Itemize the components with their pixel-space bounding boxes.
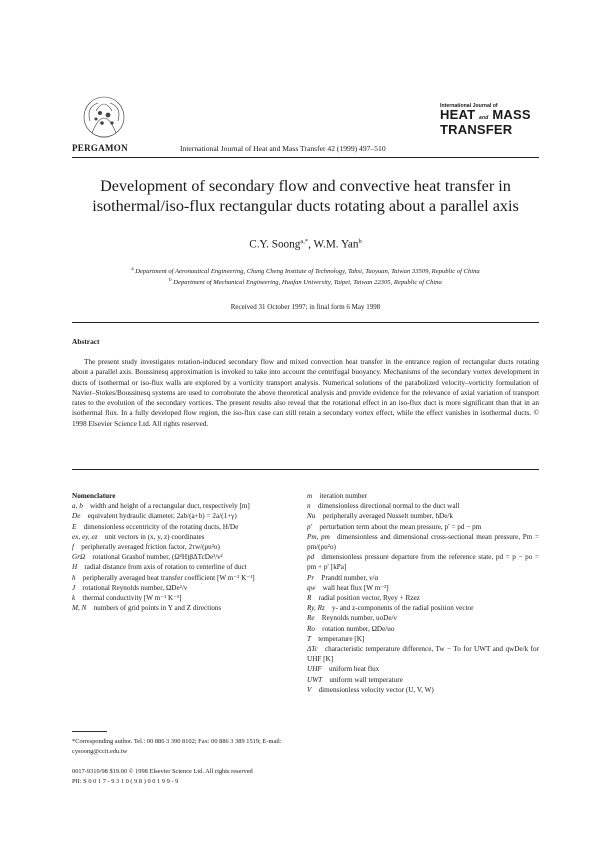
- nomenclature-heading: Nomenclature: [72, 492, 116, 500]
- nomenclature-entry: [307, 675, 539, 685]
- nomenclature-definition: uniform wall temperature: [329, 675, 403, 684]
- header-divider: [72, 157, 539, 158]
- nomenclature-entry: [72, 573, 292, 583]
- nomenclature-symbol: n: [307, 502, 311, 511]
- nomenclature-symbol: GrΩ: [72, 553, 86, 562]
- nomenclature-definition: temperature [K]: [318, 634, 365, 643]
- nomenclature-definition: Prandtl number, ν/α: [321, 573, 379, 582]
- nomenclature-symbol: UHF: [307, 665, 322, 674]
- nomenclature-symbol: T: [307, 634, 311, 643]
- received-dates: Received 31 October 1997; in final form 6 May 1998: [230, 303, 381, 311]
- nomenclature-entry: [72, 603, 292, 613]
- nomenclature-definition: wall heat flux [W m⁻²]: [322, 583, 389, 592]
- nomenclature-symbol: V: [307, 685, 312, 694]
- nomenclature-entry: [307, 583, 539, 593]
- nomenclature-entry: [72, 511, 292, 521]
- nomenclature-definition: numbers of grid points in Y and Z directions: [93, 604, 222, 613]
- nomenclature-definition: dimensionless and dimensional cross-sectional mean pressure, Pm = pm/(ρu²o): [307, 532, 539, 552]
- nomenclature-definition: peripherally averaged Nusselt number, hDe/k: [322, 512, 454, 521]
- nomenclature-entry: [72, 522, 292, 532]
- publisher-name: PERGAMON: [72, 143, 128, 153]
- nomenclature-definition: characteristic temperature difference, Tw − To for UWT and qwDe/k for UHF [K]: [307, 645, 539, 664]
- nomenclature-definition: uniform heat flux: [328, 665, 380, 674]
- nomenclature-right-column: [307, 491, 539, 695]
- nomenclature-symbol: Nu: [307, 512, 316, 521]
- nomenclature-definition: width and height of a rectangular duct, respectively [m]: [89, 502, 250, 511]
- journal-logo-line3: TRANSFER: [440, 122, 513, 137]
- nomenclature-entry: [72, 542, 292, 552]
- nomenclature-symbol: pd: [307, 553, 315, 562]
- nomenclature-symbol: qw: [307, 583, 316, 592]
- nomenclature-definition: dimensionless pressure departure from the reference state, pd = p − po = pm + p′ [kPa]: [307, 553, 539, 572]
- nomenclature-entry: [307, 634, 539, 644]
- abstract-bottom-divider: [72, 469, 539, 470]
- nomenclature-entry: [72, 501, 292, 511]
- nomenclature-definition: dimensionless velocity vector (U, V, W): [318, 685, 434, 694]
- nomenclature-symbol: Pr: [307, 573, 315, 582]
- nomenclature-entry: [307, 613, 539, 623]
- nomenclature-entry: [72, 562, 292, 572]
- nomenclature-definition: y- and z-components of the radial position vector: [332, 604, 474, 613]
- nomenclature-definition: rotation number, ΩDe/uo: [322, 624, 395, 633]
- paper-title: Development of secondary flow and convective heat transfer in isothermal/iso-flux rectangular ducts rotating about a parallel axis: [92, 177, 519, 215]
- nomenclature-definition: peripherally averaged friction factor, 2τw/(ρu²o): [81, 543, 220, 552]
- journal-logo-line1: International Journal of: [440, 103, 498, 109]
- nomenclature-symbol: a, b: [72, 502, 83, 511]
- nomenclature-symbol: UWT: [307, 675, 323, 684]
- affiliations: [88, 265, 523, 287]
- affiliation-a: $^a$ Department of Aeronautical Engineering, Chung Cheng Institute of Technology, Tahsi, Taoyuan, Taiwan 33509, Republic of China: [131, 267, 480, 276]
- nomenclature-symbol: E: [72, 522, 77, 531]
- abstract-body: The present study investigates rotation-induced secondary flow and mixed convection heat transfer in the entrance region of rectangular ducts rotating about a parallel axis. Boussinesq approximation is invoked to take into account the centrifugal buoyancy. Mechanisms of the secondary vortex development in ducts of isothermal or iso-flux walls are explored by a vorticity transport analysis. Numerical solutions of the parabolized velocity–vorticity formulation of Navier–Stokes/Boussinesq systems are used to corroborate the above theoretical analysis and provide evidence for the relevance of axial variation of transport rates to the evolution of the secondary vortices. The present results also reveal that the rotational effect in an iso-flux duct is more significant than that in an isothermal flux. In a fully developed flow region, the iso-flux case can still retain a secondary vortex effect, while the effect vanishes in isothermal ducts. © 1998 Elsevier Science Ltd. All rights reserved.: [72, 357, 539, 428]
- nomenclature-symbol: Ry, Rz: [307, 604, 325, 613]
- nomenclature-definition: Reynolds number, uoDe/ν: [321, 614, 397, 623]
- abstract-top-divider: [72, 322, 539, 323]
- nomenclature-left-column: [72, 491, 292, 613]
- copyright-line: 0017-9310/98 $19.00 © 1998 Elsevier Science Ltd. All rights reserved: [72, 768, 253, 775]
- journal-logo-line2: HEAT and MASS: [440, 107, 531, 122]
- nomenclature-symbol: Pm, pm: [307, 532, 330, 541]
- nomenclature-definition: dimensionless directional normal to the duct wall: [317, 502, 460, 511]
- nomenclature-definition: iteration number: [319, 492, 368, 500]
- nomenclature-entry: [307, 685, 539, 695]
- nomenclature-entry: [307, 593, 539, 603]
- nomenclature-symbol: p′: [307, 522, 313, 531]
- nomenclature-symbol: f: [72, 543, 74, 552]
- nomenclature-entry: [307, 511, 539, 521]
- nomenclature-definition: equivalent hydraulic diameter, 2ab/(a+b) = 2a/(1+γ): [87, 512, 237, 521]
- nomenclature-entry: [307, 532, 539, 552]
- affiliation-b: $^b$ Department of Mechanical Engineering, Huafan University, Taipei, Taiwan 22305, Republic of China: [169, 278, 442, 287]
- nomenclature-entry: [307, 624, 539, 634]
- journal-logo: [440, 103, 540, 136]
- nomenclature-definition: perturbation term about the mean pressure, p′ = pd − pm: [319, 522, 482, 531]
- nomenclature-entry: [72, 583, 292, 593]
- authors: C.Y. Soong$^{a,*}$, W.M. Yan$^b$: [249, 238, 362, 251]
- copyright-block: [72, 767, 312, 786]
- nomenclature-symbol: H: [72, 563, 78, 572]
- nomenclature-symbol: Re: [307, 614, 315, 623]
- nomenclature-entry: [307, 644, 539, 664]
- corresponding-author-footnote: *Corresponding author. Tel.: 00 886 3 390 8102; Fax: 00 886 3 389 1519; E-mail: cysoong@ccit.edu.tw: [72, 738, 282, 755]
- nomenclature-symbol: J: [72, 583, 76, 592]
- pii-line: PII: S 0 0 1 7 - 9 3 1 0 ( 9 8 ) 0 0 1 9 9 - 9: [72, 777, 179, 785]
- nomenclature-definition: rotational Reynolds number, ΩDe²/ν: [82, 583, 188, 592]
- nomenclature-symbol: m: [307, 492, 313, 500]
- nomenclature-definition: radial distance from axis of rotation to centerline of duct: [84, 563, 247, 572]
- nomenclature-symbol: De: [72, 512, 81, 521]
- nomenclature-entry: [72, 532, 292, 542]
- nomenclature-entry: [307, 501, 539, 511]
- nomenclature-symbol: Ro: [307, 624, 315, 633]
- nomenclature-entry: [307, 603, 539, 613]
- nomenclature-symbol: k: [72, 594, 76, 603]
- nomenclature-symbol: R: [307, 594, 312, 603]
- nomenclature-entry: [307, 491, 539, 501]
- nomenclature-entry: [307, 573, 539, 583]
- nomenclature-symbol: ex, ey, ez: [72, 532, 98, 541]
- nomenclature-entry: [307, 552, 539, 572]
- nomenclature-definition: radial position vector, Ryey + Rzez: [318, 594, 420, 603]
- nomenclature-entry: [307, 522, 539, 532]
- nomenclature-entry: [72, 552, 292, 562]
- nomenclature-definition: unit vectors in (x, y, z) coordinates: [104, 532, 205, 541]
- journal-citation: International Journal of Heat and Mass Transfer 42 (1999) 497–510: [180, 144, 386, 153]
- nomenclature-definition: peripherally averaged heat transfer coefficient [W m⁻² K⁻¹]: [82, 573, 255, 582]
- nomenclature-symbol: h: [72, 573, 76, 582]
- nomenclature-definition: dimensionless eccentricity of the rotating ducts, H/De: [83, 522, 239, 531]
- footnote-divider: [72, 731, 107, 732]
- nomenclature-definition: rotational Grashof number, (Ω²H)βΔTcDe³/ν²: [92, 553, 223, 562]
- abstract-heading: Abstract: [72, 337, 100, 346]
- nomenclature-entry: [307, 664, 539, 674]
- elsevier-tree-logo: [72, 93, 134, 141]
- nomenclature-symbol: M, N: [72, 604, 87, 613]
- nomenclature-entry: [72, 593, 292, 603]
- nomenclature-symbol: ΔTc: [307, 645, 318, 654]
- nomenclature-definition: thermal conductivity [W m⁻¹ K⁻¹]: [82, 594, 182, 603]
